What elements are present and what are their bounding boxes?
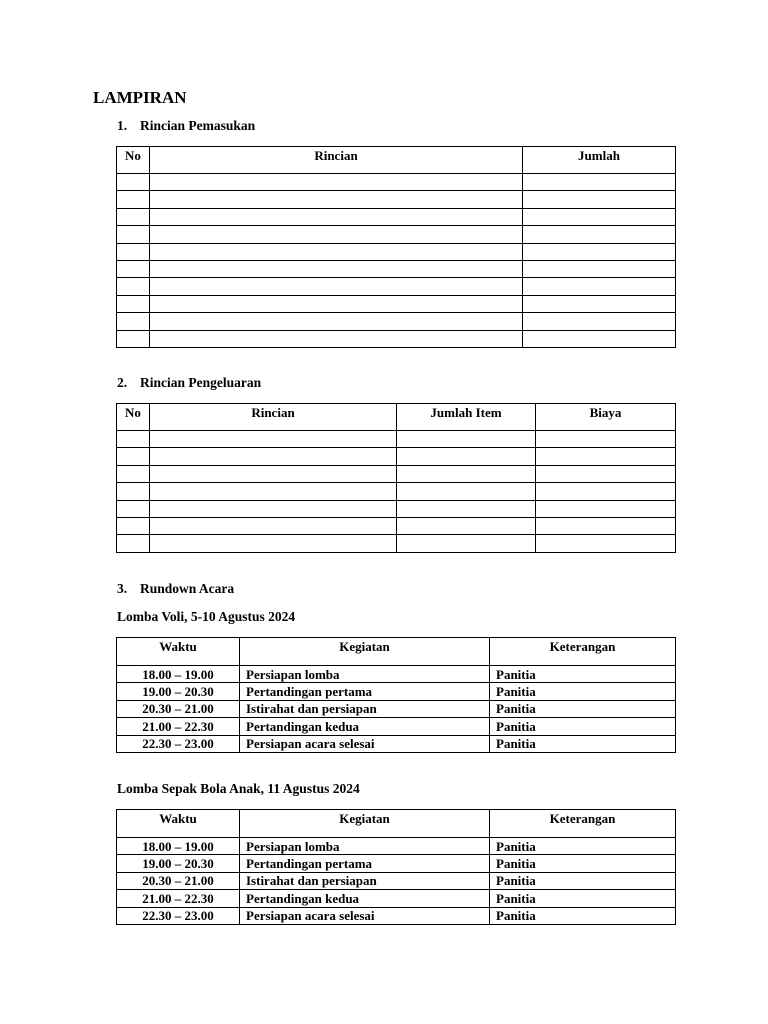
table-row xyxy=(117,855,676,872)
table-cell xyxy=(523,330,676,347)
table-header-row xyxy=(117,810,676,838)
table-cell xyxy=(397,465,536,482)
table-cell xyxy=(117,226,150,243)
cell-keterangan: Panitia xyxy=(490,666,676,683)
table-cell xyxy=(117,500,150,517)
section-title: Rundown Acara xyxy=(140,581,235,596)
table-row xyxy=(117,295,676,312)
table-cell xyxy=(397,448,536,465)
header-no: No xyxy=(117,404,150,431)
table-cell xyxy=(150,313,523,330)
table-row xyxy=(117,226,676,243)
section-heading-pemasukan xyxy=(117,118,255,134)
table-cell xyxy=(150,448,397,465)
section-number: 3. xyxy=(117,581,128,596)
table-row xyxy=(117,666,676,683)
header-biaya: Biaya xyxy=(536,404,676,431)
event-title-sepak-bola: Lomba Sepak Bola Anak, 11 Agustus 2024 xyxy=(117,781,360,796)
cell-kegiatan: Persiapan lomba xyxy=(240,666,490,683)
table-cell xyxy=(150,465,397,482)
table-cell xyxy=(536,431,676,448)
pemasukan-table xyxy=(116,146,676,348)
table-header-row xyxy=(117,404,676,431)
cell-waktu: 22.30 – 23.00 xyxy=(117,907,240,924)
cell-waktu: 21.00 – 22.30 xyxy=(117,718,240,735)
table-cell xyxy=(150,174,523,191)
table-cell xyxy=(523,295,676,312)
cell-keterangan: Panitia xyxy=(490,735,676,752)
cell-keterangan: Panitia xyxy=(490,718,676,735)
table-cell xyxy=(523,313,676,330)
table-cell xyxy=(523,208,676,225)
table-cell xyxy=(536,535,676,552)
cell-waktu: 19.00 – 20.30 xyxy=(117,683,240,700)
table-cell xyxy=(117,174,150,191)
table-row xyxy=(117,907,676,924)
table-row xyxy=(117,208,676,225)
table-row xyxy=(117,313,676,330)
table-row xyxy=(117,483,676,500)
table-row xyxy=(117,535,676,552)
table-cell xyxy=(536,448,676,465)
section-number: 2. xyxy=(117,375,128,390)
table-cell xyxy=(117,208,150,225)
table-cell xyxy=(150,431,397,448)
event-title-voli: Lomba Voli, 5-10 Agustus 2024 xyxy=(117,609,296,624)
table-cell xyxy=(150,278,523,295)
table-cell xyxy=(150,483,397,500)
table-cell xyxy=(397,483,536,500)
cell-waktu: 20.30 – 21.00 xyxy=(117,700,240,717)
table-cell xyxy=(397,431,536,448)
table-cell xyxy=(117,448,150,465)
table-row xyxy=(117,718,676,735)
table-cell xyxy=(117,260,150,277)
table-cell xyxy=(397,517,536,534)
table-cell xyxy=(117,313,150,330)
table-row xyxy=(117,260,676,277)
table-cell xyxy=(117,431,150,448)
table-cell xyxy=(117,278,150,295)
table-cell xyxy=(117,295,150,312)
table-cell xyxy=(150,208,523,225)
cell-waktu: 22.30 – 23.00 xyxy=(117,735,240,752)
header-kegiatan: Kegiatan xyxy=(240,810,490,838)
table-cell xyxy=(117,330,150,347)
cell-keterangan: Panitia xyxy=(490,872,676,889)
table-cell xyxy=(523,174,676,191)
table-row xyxy=(117,243,676,260)
rundown-table-voli xyxy=(116,637,676,753)
table-row xyxy=(117,278,676,295)
cell-kegiatan: Istirahat dan persiapan xyxy=(240,700,490,717)
table-cell xyxy=(117,535,150,552)
table-cell xyxy=(117,517,150,534)
table-row xyxy=(117,448,676,465)
table-row xyxy=(117,465,676,482)
table-cell xyxy=(117,243,150,260)
table-cell xyxy=(150,500,397,517)
table-row xyxy=(117,890,676,907)
cell-keterangan: Panitia xyxy=(490,890,676,907)
cell-kegiatan: Persiapan lomba xyxy=(240,838,490,855)
table-cell xyxy=(150,243,523,260)
table-row xyxy=(117,700,676,717)
table-cell xyxy=(150,330,523,347)
table-row xyxy=(117,330,676,347)
cell-waktu: 19.00 – 20.30 xyxy=(117,855,240,872)
table-row xyxy=(117,517,676,534)
table-cell xyxy=(397,535,536,552)
header-keterangan: Keterangan xyxy=(490,810,676,838)
section-number: 1. xyxy=(117,118,128,133)
table-row xyxy=(117,838,676,855)
table-header-row xyxy=(117,638,676,666)
table-cell xyxy=(536,500,676,517)
table-cell xyxy=(150,226,523,243)
section-title: Rincian Pengeluaran xyxy=(140,375,262,390)
cell-waktu: 18.00 – 19.00 xyxy=(117,838,240,855)
header-jumlah-item: Jumlah Item xyxy=(397,404,536,431)
cell-keterangan: Panitia xyxy=(490,683,676,700)
table-cell xyxy=(397,500,536,517)
header-waktu: Waktu xyxy=(117,638,240,666)
cell-kegiatan: Pertandingan kedua xyxy=(240,718,490,735)
table-header-row xyxy=(117,147,676,174)
cell-kegiatan: Pertandingan kedua xyxy=(240,890,490,907)
table-cell xyxy=(536,465,676,482)
table-cell xyxy=(150,191,523,208)
header-rincian: Rincian xyxy=(150,147,523,174)
table-cell xyxy=(150,535,397,552)
section-heading-rundown xyxy=(117,581,234,597)
cell-waktu: 21.00 – 22.30 xyxy=(117,890,240,907)
header-keterangan: Keterangan xyxy=(490,638,676,666)
cell-keterangan: Panitia xyxy=(490,907,676,924)
table-row xyxy=(117,431,676,448)
table-row xyxy=(117,735,676,752)
table-cell xyxy=(150,295,523,312)
table-cell xyxy=(536,483,676,500)
table-cell xyxy=(117,483,150,500)
pengeluaran-table xyxy=(116,403,676,553)
header-kegiatan: Kegiatan xyxy=(240,638,490,666)
table-cell xyxy=(536,517,676,534)
cell-kegiatan: Persiapan acara selesai xyxy=(240,907,490,924)
section-title: Rincian Pemasukan xyxy=(140,118,256,133)
cell-kegiatan: Istirahat dan persiapan xyxy=(240,872,490,889)
header-jumlah: Jumlah xyxy=(523,147,676,174)
header-waktu: Waktu xyxy=(117,810,240,838)
section-heading-pengeluaran xyxy=(117,375,261,391)
table-cell xyxy=(523,226,676,243)
table-cell xyxy=(117,465,150,482)
table-cell xyxy=(523,191,676,208)
cell-kegiatan: Persiapan acara selesai xyxy=(240,735,490,752)
table-cell xyxy=(150,260,523,277)
table-row xyxy=(117,191,676,208)
rundown-table-sepak-bola xyxy=(116,809,676,925)
table-row xyxy=(117,500,676,517)
table-row xyxy=(117,683,676,700)
table-cell xyxy=(523,260,676,277)
table-row xyxy=(117,174,676,191)
table-cell xyxy=(523,278,676,295)
cell-keterangan: Panitia xyxy=(490,700,676,717)
table-cell xyxy=(523,243,676,260)
cell-waktu: 18.00 – 19.00 xyxy=(117,666,240,683)
cell-keterangan: Panitia xyxy=(490,855,676,872)
table-cell xyxy=(117,191,150,208)
page-title: LAMPIRAN xyxy=(93,88,187,107)
cell-waktu: 20.30 – 21.00 xyxy=(117,872,240,889)
header-no: No xyxy=(117,147,150,174)
cell-keterangan: Panitia xyxy=(490,838,676,855)
cell-kegiatan: Pertandingan pertama xyxy=(240,683,490,700)
table-row xyxy=(117,872,676,889)
table-cell xyxy=(150,517,397,534)
header-rincian: Rincian xyxy=(150,404,397,431)
cell-kegiatan: Pertandingan pertama xyxy=(240,855,490,872)
